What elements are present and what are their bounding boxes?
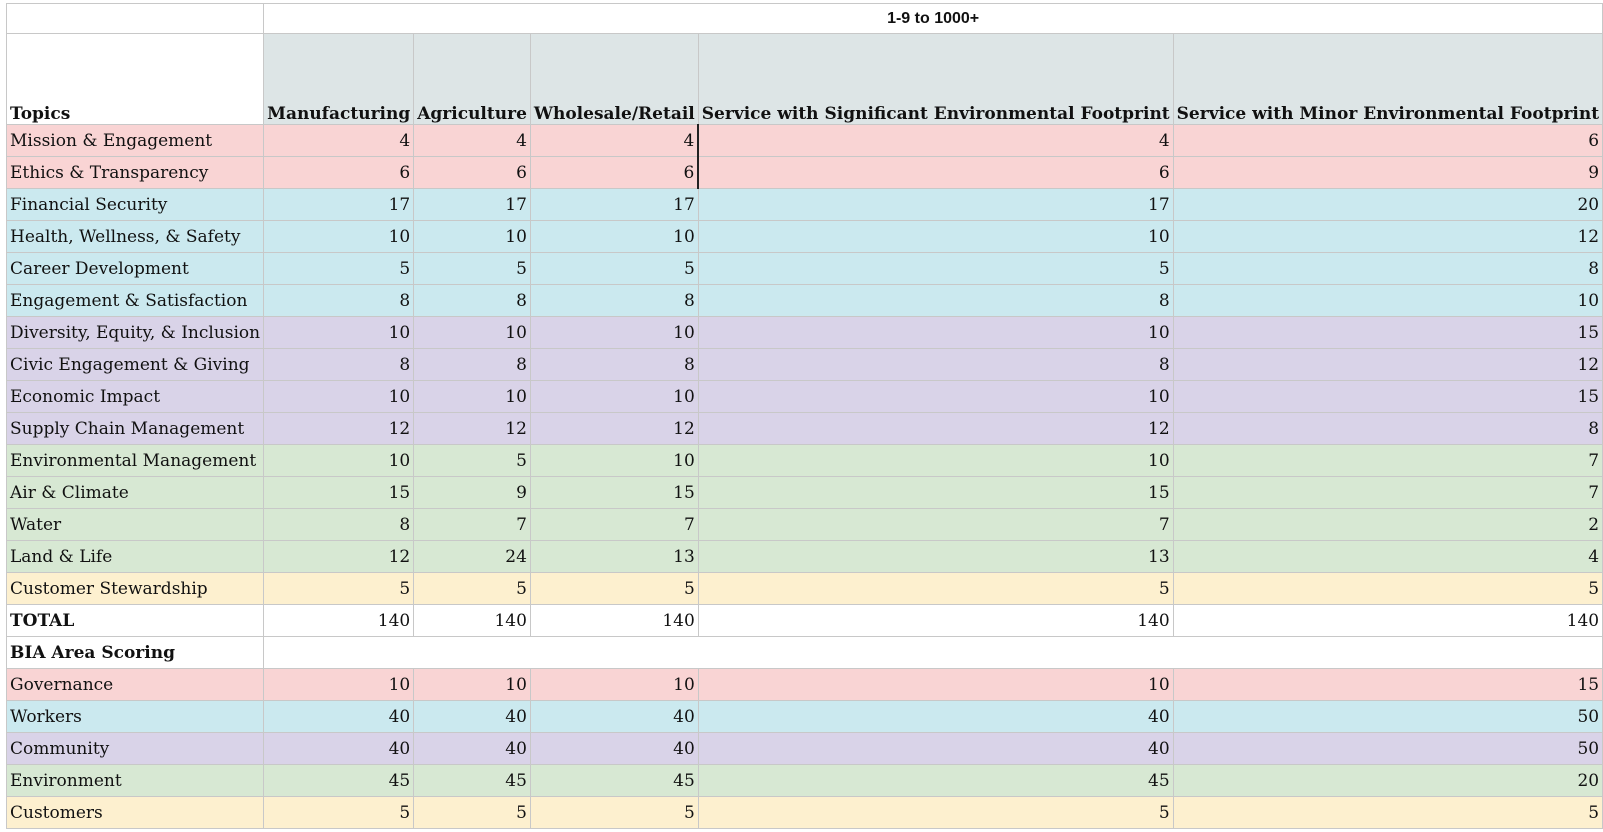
value-cell[interactable]: 4 bbox=[1173, 541, 1602, 573]
table-row bbox=[7, 477, 1603, 509]
value-cell[interactable]: 5 bbox=[264, 253, 414, 285]
value-cell[interactable]: 5 bbox=[414, 573, 531, 605]
total-row bbox=[7, 605, 1603, 637]
value-cell[interactable]: 10 bbox=[530, 317, 698, 349]
area-row bbox=[7, 797, 1603, 829]
value-cell[interactable]: 6 bbox=[414, 157, 531, 189]
table-row bbox=[7, 157, 1603, 189]
total-value-cell[interactable]: 140 bbox=[530, 605, 698, 637]
value-cell[interactable]: 10 bbox=[264, 317, 414, 349]
value-cell[interactable]: 10 bbox=[698, 317, 1173, 349]
table-row bbox=[7, 381, 1603, 413]
area-row bbox=[7, 701, 1603, 733]
table-row bbox=[7, 541, 1603, 573]
value-cell[interactable]: 40 bbox=[414, 701, 531, 733]
value-cell[interactable]: 10 bbox=[530, 669, 698, 701]
value-cell[interactable]: 17 bbox=[414, 189, 531, 221]
value-cell[interactable]: 12 bbox=[530, 413, 698, 445]
value-cell[interactable]: 45 bbox=[530, 765, 698, 797]
value-cell[interactable]: 17 bbox=[698, 189, 1173, 221]
area-row bbox=[7, 733, 1603, 765]
value-cell[interactable]: 12 bbox=[414, 413, 531, 445]
topic-cell[interactable]: Civic Engagement & Giving bbox=[7, 349, 264, 381]
value-cell[interactable]: 15 bbox=[530, 477, 698, 509]
topic-cell[interactable]: Land & Life bbox=[7, 541, 264, 573]
area-row bbox=[7, 765, 1603, 797]
value-cell[interactable]: 9 bbox=[414, 477, 531, 509]
value-cell[interactable]: 4 bbox=[698, 125, 1173, 157]
value-cell[interactable]: 10 bbox=[530, 221, 698, 253]
value-cell[interactable]: 45 bbox=[414, 765, 531, 797]
size-range-header[interactable]: 1-9 to 1000+ bbox=[264, 4, 1603, 34]
value-cell[interactable]: 12 bbox=[1173, 349, 1602, 381]
value-cell[interactable]: 7 bbox=[1173, 445, 1602, 477]
value-cell[interactable]: 13 bbox=[530, 541, 698, 573]
value-cell[interactable]: 10 bbox=[530, 381, 698, 413]
value-cell[interactable]: 40 bbox=[530, 733, 698, 765]
topic-cell[interactable]: Ethics & Transparency bbox=[7, 157, 264, 189]
value-cell[interactable]: 7 bbox=[698, 509, 1173, 541]
value-cell[interactable]: 10 bbox=[698, 445, 1173, 477]
topic-cell[interactable]: Air & Climate bbox=[7, 477, 264, 509]
value-cell[interactable]: 45 bbox=[264, 765, 414, 797]
value-cell[interactable]: 5 bbox=[698, 573, 1173, 605]
topic-cell[interactable]: Engagement & Satisfaction bbox=[7, 285, 264, 317]
table-row bbox=[7, 189, 1603, 221]
value-cell[interactable]: 5 bbox=[698, 253, 1173, 285]
value-cell[interactable]: 5 bbox=[414, 797, 531, 829]
area-scoring-blank[interactable] bbox=[264, 637, 1603, 669]
value-cell[interactable]: 10 bbox=[264, 381, 414, 413]
value-cell[interactable]: 5 bbox=[530, 573, 698, 605]
value-cell[interactable]: 15 bbox=[1173, 317, 1602, 349]
value-cell[interactable]: 10 bbox=[414, 221, 531, 253]
value-cell[interactable]: 15 bbox=[1173, 669, 1602, 701]
total-value-cell[interactable]: 140 bbox=[414, 605, 531, 637]
column-header-row bbox=[7, 34, 1603, 125]
area-cell[interactable]: Customers bbox=[7, 797, 264, 829]
topic-cell[interactable]: Environmental Management bbox=[7, 445, 264, 477]
topic-cell[interactable]: Career Development bbox=[7, 253, 264, 285]
value-cell[interactable]: 10 bbox=[264, 669, 414, 701]
area-scoring-header-row bbox=[7, 637, 1603, 669]
value-cell[interactable]: 15 bbox=[1173, 381, 1602, 413]
value-cell[interactable]: 17 bbox=[530, 189, 698, 221]
value-cell[interactable]: 8 bbox=[1173, 413, 1602, 445]
value-cell[interactable]: 12 bbox=[264, 413, 414, 445]
area-cell[interactable]: Workers bbox=[7, 701, 264, 733]
value-cell[interactable]: 10 bbox=[264, 445, 414, 477]
value-cell[interactable]: 15 bbox=[264, 477, 414, 509]
value-cell[interactable]: 7 bbox=[1173, 477, 1602, 509]
topic-cell[interactable]: Water bbox=[7, 509, 264, 541]
value-cell[interactable]: 8 bbox=[264, 285, 414, 317]
value-cell[interactable]: 12 bbox=[1173, 221, 1602, 253]
value-cell[interactable]: 40 bbox=[264, 701, 414, 733]
value-cell[interactable]: 10 bbox=[264, 221, 414, 253]
value-cell[interactable]: 50 bbox=[1173, 733, 1602, 765]
value-cell[interactable]: 5 bbox=[264, 797, 414, 829]
table-row bbox=[7, 445, 1603, 477]
value-cell[interactable]: 10 bbox=[698, 669, 1173, 701]
value-cell[interactable]: 20 bbox=[1173, 765, 1602, 797]
value-cell[interactable]: 6 bbox=[698, 157, 1173, 189]
area-cell[interactable]: Environment bbox=[7, 765, 264, 797]
value-cell[interactable]: 8 bbox=[698, 285, 1173, 317]
value-cell[interactable]: 8 bbox=[264, 509, 414, 541]
table-row bbox=[7, 573, 1603, 605]
col-header-manufacturing[interactable]: Manufacturing bbox=[264, 34, 414, 125]
value-cell[interactable]: 24 bbox=[414, 541, 531, 573]
corner-cell[interactable] bbox=[7, 4, 264, 34]
total-label[interactable]: TOTAL bbox=[7, 605, 264, 637]
value-cell[interactable]: 40 bbox=[530, 701, 698, 733]
value-cell[interactable]: 6 bbox=[264, 157, 414, 189]
table-row bbox=[7, 413, 1603, 445]
value-cell[interactable]: 10 bbox=[414, 669, 531, 701]
total-value-cell[interactable]: 140 bbox=[1173, 605, 1602, 637]
topic-cell[interactable]: Financial Security bbox=[7, 189, 264, 221]
value-cell[interactable]: 10 bbox=[414, 317, 531, 349]
value-cell[interactable]: 5 bbox=[414, 253, 531, 285]
table-row bbox=[7, 317, 1603, 349]
topic-cell[interactable]: Economic Impact bbox=[7, 381, 264, 413]
value-cell[interactable]: 5 bbox=[530, 797, 698, 829]
value-cell[interactable]: 20 bbox=[1173, 189, 1602, 221]
area-scoring-label[interactable]: BIA Area Scoring bbox=[7, 637, 264, 669]
value-cell[interactable]: 10 bbox=[698, 221, 1173, 253]
value-cell[interactable]: 8 bbox=[1173, 253, 1602, 285]
table-row bbox=[7, 253, 1603, 285]
topic-cell[interactable]: Health, Wellness, & Safety bbox=[7, 221, 264, 253]
value-cell[interactable]: 4 bbox=[264, 125, 414, 157]
value-cell[interactable]: 8 bbox=[530, 285, 698, 317]
value-cell[interactable]: 40 bbox=[698, 701, 1173, 733]
value-cell[interactable]: 10 bbox=[698, 381, 1173, 413]
value-cell[interactable]: 8 bbox=[698, 349, 1173, 381]
value-cell[interactable]: 6 bbox=[1173, 125, 1602, 157]
value-cell[interactable]: 5 bbox=[414, 445, 531, 477]
value-cell[interactable]: 5 bbox=[1173, 797, 1602, 829]
table-row bbox=[7, 285, 1603, 317]
value-cell[interactable]: 4 bbox=[530, 125, 698, 157]
impact-scoring-table bbox=[6, 3, 1603, 829]
value-cell[interactable]: 10 bbox=[1173, 285, 1602, 317]
col-header-agriculture[interactable]: Agriculture bbox=[414, 34, 531, 125]
col-header-service-minor[interactable]: Service with Minor Environmental Footprint bbox=[1173, 34, 1602, 125]
value-cell[interactable]: 40 bbox=[698, 733, 1173, 765]
topic-cell[interactable]: Customer Stewardship bbox=[7, 573, 264, 605]
size-range-row bbox=[7, 4, 1603, 34]
value-cell[interactable]: 6 bbox=[530, 157, 698, 189]
table-row bbox=[7, 349, 1603, 381]
value-cell[interactable]: 8 bbox=[414, 285, 531, 317]
total-value-cell[interactable]: 140 bbox=[698, 605, 1173, 637]
value-cell[interactable]: 45 bbox=[698, 765, 1173, 797]
value-cell[interactable]: 40 bbox=[414, 733, 531, 765]
area-cell[interactable]: Governance bbox=[7, 669, 264, 701]
value-cell[interactable]: 17 bbox=[264, 189, 414, 221]
value-cell[interactable]: 8 bbox=[530, 349, 698, 381]
value-cell[interactable]: 10 bbox=[414, 381, 531, 413]
table-row bbox=[7, 221, 1603, 253]
col-header-service-significant[interactable]: Service with Significant Environmental Footprint bbox=[698, 34, 1173, 125]
value-cell[interactable]: 5 bbox=[1173, 573, 1602, 605]
value-cell[interactable]: 12 bbox=[698, 413, 1173, 445]
topic-cell[interactable]: Supply Chain Management bbox=[7, 413, 264, 445]
topic-cell[interactable]: Diversity, Equity, & Inclusion bbox=[7, 317, 264, 349]
col-header-wholesale-retail[interactable]: Wholesale/Retail bbox=[530, 34, 698, 125]
area-row bbox=[7, 669, 1603, 701]
value-cell[interactable]: 9 bbox=[1173, 157, 1602, 189]
value-cell[interactable]: 13 bbox=[698, 541, 1173, 573]
topic-cell[interactable]: Mission & Engagement bbox=[7, 125, 264, 157]
value-cell[interactable]: 40 bbox=[264, 733, 414, 765]
value-cell[interactable]: 8 bbox=[264, 349, 414, 381]
value-cell[interactable]: 50 bbox=[1173, 701, 1602, 733]
value-cell[interactable]: 5 bbox=[530, 253, 698, 285]
value-cell[interactable]: 5 bbox=[264, 573, 414, 605]
topics-header[interactable]: Topics bbox=[7, 34, 264, 125]
value-cell[interactable]: 7 bbox=[414, 509, 531, 541]
area-cell[interactable]: Community bbox=[7, 733, 264, 765]
value-cell[interactable]: 4 bbox=[414, 125, 531, 157]
value-cell[interactable]: 8 bbox=[414, 349, 531, 381]
value-cell[interactable]: 2 bbox=[1173, 509, 1602, 541]
table-row bbox=[7, 125, 1603, 157]
value-cell[interactable]: 5 bbox=[698, 797, 1173, 829]
value-cell[interactable]: 10 bbox=[530, 445, 698, 477]
value-cell[interactable]: 7 bbox=[530, 509, 698, 541]
value-cell[interactable]: 15 bbox=[698, 477, 1173, 509]
table-row bbox=[7, 509, 1603, 541]
value-cell[interactable]: 12 bbox=[264, 541, 414, 573]
total-value-cell[interactable]: 140 bbox=[264, 605, 414, 637]
